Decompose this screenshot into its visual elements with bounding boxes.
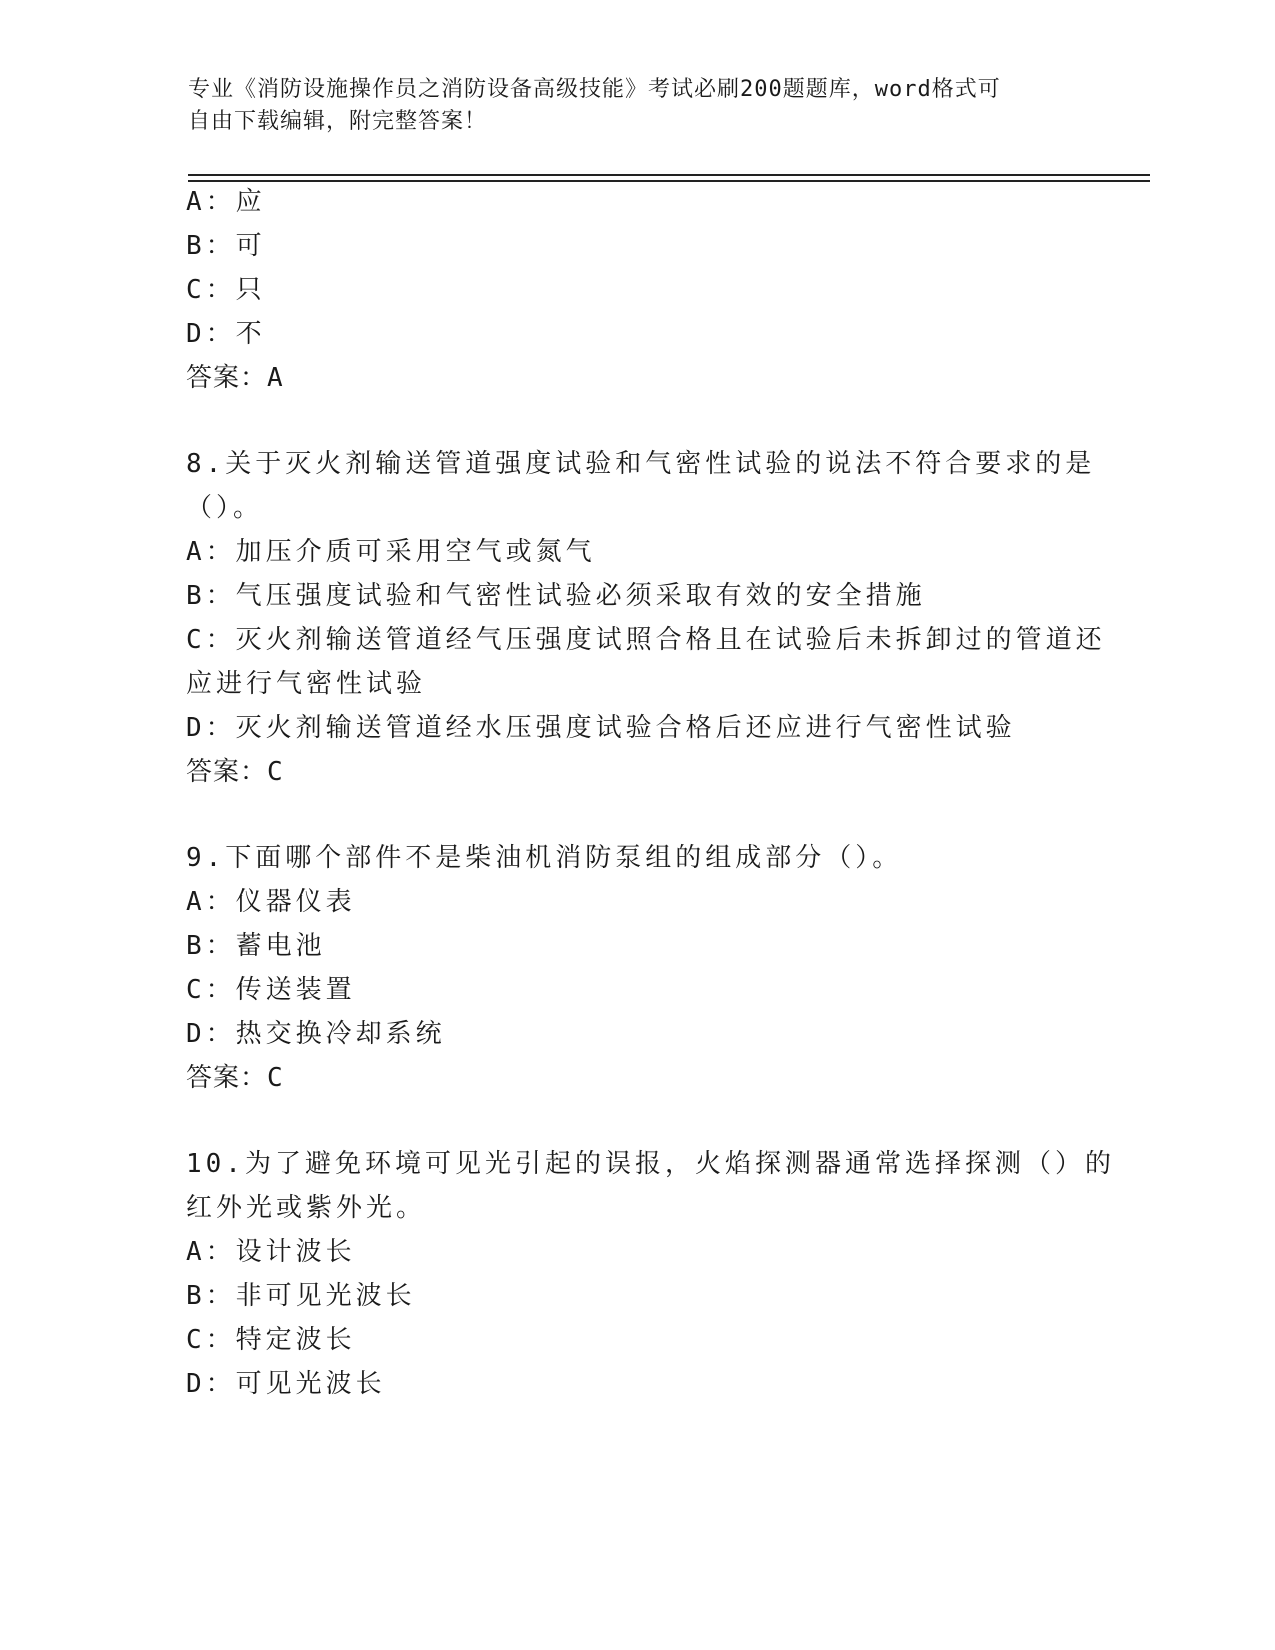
header-divider-bottom [188, 180, 1150, 182]
document-header [188, 74, 1068, 138]
q8-answer-label: 答案： [186, 757, 268, 787]
q8-stem-line-2: （）。 [186, 493, 264, 523]
q10-option-d: D：可见光波长 [186, 1369, 386, 1399]
q9-option-d: D：热交换冷却系统 [186, 1019, 446, 1049]
q9-answer [186, 1061, 284, 1095]
header-line-2: 自由下载编辑，附完整答案！ [188, 109, 488, 134]
q8-option-a: A：加压介质可采用空气或氮气 [186, 537, 596, 567]
q8-option-d: D：灭火剂输送管道经水压强度试验合格后还应进行气密性试验 [186, 713, 1016, 743]
q7-option-c: C：只 [186, 275, 266, 305]
q7-answer [186, 361, 284, 395]
q7-option-a: A：应 [186, 187, 266, 217]
q9-answer-label: 答案： [186, 1063, 268, 1093]
q9-answer-value: C [267, 1063, 284, 1093]
header-line-1: 专业《消防设施操作员之消防设备高级技能》考试必刷200题题库，word格式可 [188, 77, 1001, 102]
q7-answer-value: A [267, 363, 284, 393]
q10-stem-line-1: 10.为了避免环境可见光引起的误报，火焰探测器通常选择探测（）的 [186, 1149, 1115, 1179]
q8-answer [186, 755, 284, 789]
q10-option-b: B：非可见光波长 [186, 1281, 416, 1311]
q7-answer-label: 答案： [186, 363, 268, 393]
q10-stem-line-2: 红外光或紫外光。 [186, 1193, 427, 1223]
q8-option-c: C：灭火剂输送管道经气压强度试照合格且在试验后未拆卸过的管道还 [186, 625, 1106, 655]
q9-stem: 9.下面哪个部件不是柴油机消防泵组的组成部分（）。 [186, 843, 903, 873]
q10-option-a: A：设计波长 [186, 1237, 356, 1267]
header-divider-top [188, 174, 1150, 176]
q8-stem-line-1: 8.关于灭火剂输送管道强度试验和气密性试验的说法不符合要求的是 [186, 449, 1096, 479]
q8-option-c-continued: 应进行气密性试验 [186, 669, 427, 699]
q8-answer-value: C [267, 757, 284, 787]
q9-option-b: B：蓄电池 [186, 931, 326, 961]
q10-option-c: C：特定波长 [186, 1325, 356, 1355]
q7-option-b: B：可 [186, 231, 266, 261]
q9-option-c: C：传送装置 [186, 975, 356, 1005]
q9-option-a: A：仪器仪表 [186, 887, 356, 917]
q7-option-d: D：不 [186, 319, 266, 349]
q8-option-b: B：气压强度试验和气密性试验必须采取有效的安全措施 [186, 581, 926, 611]
